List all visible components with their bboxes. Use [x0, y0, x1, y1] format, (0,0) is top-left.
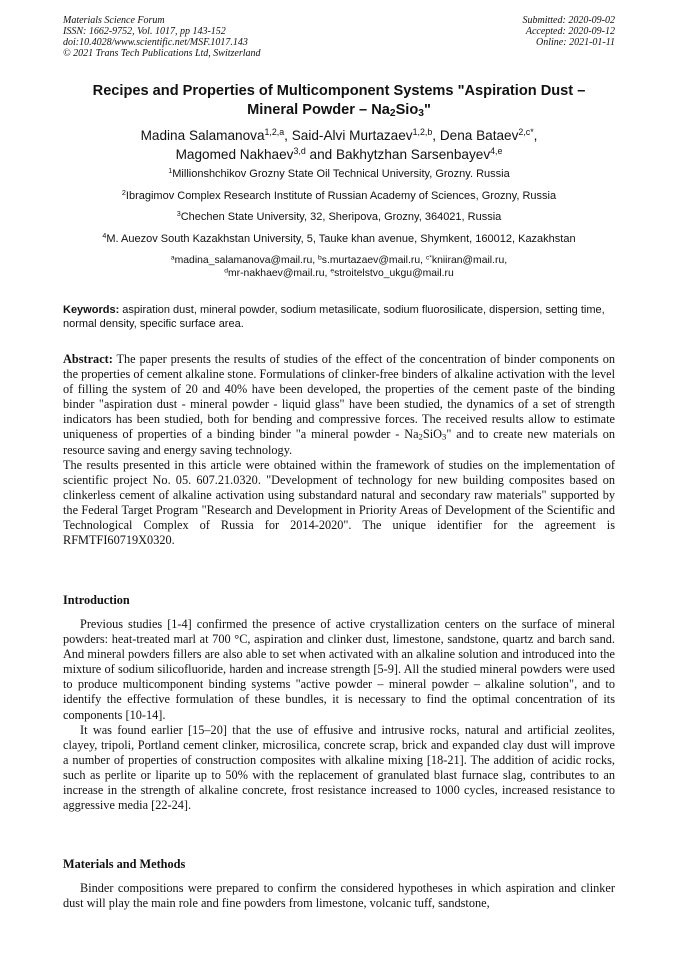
author-line-2: Magomed Nakhaev$^{3,d}$ and Bakhytzhan Sarsenbayev$^{4,e}$: [175, 146, 503, 162]
keywords-text: aspiration dust, mineral powder, sodium metasilicate, sodium fluorosilicate, dispersion, setting time, normal density, specific surface area.: [63, 304, 605, 330]
affiliation-2: $^2$Ibragimov Complex Research Institute of Russian Academy of Sciences, Grozny, Russia: [121, 189, 557, 202]
doi-line: doi:10.4028/www.scientific.net/MSF.1017.143: [63, 37, 248, 48]
methods-heading: Materials and Methods: [63, 857, 186, 871]
issn-line: ISSN: 1662-9752, Vol. 1017, pp 143-152: [63, 26, 226, 37]
email-line-2: $^d$mr-nakhaev@mail.ru, $^e$stroitelstvo_ukgu@mail.ru: [224, 267, 454, 279]
journal-name: Materials Science Forum: [63, 15, 165, 26]
abstract-paragraph-2: The results presented in this article were obtained within the framework of studies on the implementation of scientific project No. 05. 607.21.0320. "Development of technology for new building composites based on clinkerless cement of alkaline activation using substandard natural and secondary raw materials" supported by the Federal Target Program "Research and Development in Priority Areas of Development of the Scientific and Technological Complex of Russia for 2014-2020". The unique identifier for the agreement is RFMTFI60719X0320.: [63, 457, 615, 548]
author-name: Bakhytzhan Sarsenbayev: [335, 147, 491, 162]
submitted-date: Submitted: 2020-09-02: [522, 15, 615, 26]
abstract-label: Abstract:: [63, 352, 113, 366]
title-line-2: Mineral Powder – $Na_2Sio_3$": [247, 102, 431, 120]
accepted-date: Accepted: 2020-09-12: [525, 26, 615, 37]
introduction-paragraph-2: It was found earlier [15–20] that the use of effusive and intrusive rocks, natural and artificial zeolites, clayey, tripoli, Portland cement clinker, microsilica, concrete scrap, brick and expanded clay dust will improve a number of properties of construction composites with alkaline mixing [18-21]. The addition of acidic rocks, such as perlite or liparite up to 50% with the replacement of granulated blast furnace slag, contributes to an increase in the strength of alkaline concrete, frost resistance increased to 1000 cycles, increased resistance to aggressive media [22-24].: [63, 722, 615, 813]
email-address: kniiran@mail.ru,: [431, 255, 508, 266]
paper-title: [63, 82, 615, 120]
online-date: Online: 2021-01-11: [536, 37, 615, 48]
author-list: [63, 126, 615, 164]
affiliation-4: $^4$M. Auezov South Kazakhstan University, 5, Tauke khan avenue, Shymkent, 160012, Kazakhstan: [102, 232, 576, 245]
journal-header: [63, 15, 261, 59]
affiliation-3: $^3$Chechen State University, 32, Sheripova, Grozny, 364021, Russia: [176, 210, 502, 223]
email-line-1: $^a$madina_salamanova@mail.ru, $^b$s.murtazaev@mail.ru, $^{c*}$kniiran@mail.ru,: [170, 254, 508, 266]
email-address: s.murtazaev@mail.ru,: [321, 255, 426, 266]
author-line-1: Madina Salamanova$^{1,2,a}$, Said-Alvi Murtazaev$^{1,2,b}$, Dena Bataev$^{2,c*}$,: [140, 127, 538, 143]
email-address: madina_salamanova@mail.ru,: [174, 255, 319, 266]
keywords-label: Keywords:: [63, 304, 120, 316]
introduction-paragraph-1: Previous studies [1-4] confirmed the presence of active crystallization centers on the surface of mineral powders: heat-treated marl at 700 °C, aspiration and clinker dust, limestone, sandstone, quartz and barch sand. And mineral powders fillers are also able to set when activated with an alkaline solution and introduced into the mixture of sodium silicofluoride, harden and increase strength [5-9]. All the studied mineral powders were used to produce multicomponent binding systems "active powder – mineral powder – alkaline solution", and to identify the effective formulation of these bundles, it is necessary to find the optimal concentration of its components [10-14].: [63, 617, 615, 722]
copyright-line: © 2021 Trans Tech Publications Ltd, Switzerland: [63, 48, 261, 59]
author-name: Magomed Nakhaev: [175, 147, 294, 162]
email-address: stroitelstvo_ukgu@mail.ru: [334, 268, 454, 279]
affiliation-1: $^1$Millionshchikov Grozny State Oil Technical University, Grozny. Russia: [168, 167, 510, 180]
introduction-body: [63, 617, 615, 813]
title-line-1: Recipes and Properties of Multicomponent Systems "Aspiration Dust –: [92, 83, 586, 99]
methods-body: [63, 881, 615, 911]
introduction-heading: Introduction: [63, 593, 130, 607]
author-name: Dena Bataev: [439, 128, 519, 143]
abstract: [63, 352, 615, 548]
author-name: Said-Alvi Murtazaev: [291, 128, 413, 143]
author-name: Madina Salamanova: [140, 128, 265, 143]
email-address: mr-nakhaev@mail.ru,: [227, 268, 331, 279]
keywords: [63, 303, 615, 331]
dates-header: [523, 15, 616, 48]
methods-paragraph-1: Binder compositions were prepared to confirm the considered hypotheses in which aspiration and clinker dust will play the main role and fine powders from limestone, volcanic tuff, sandstone,: [63, 881, 615, 911]
email-list: [63, 254, 615, 280]
abstract-paragraph-1: Abstract: The paper presents the results of studies of the effect of the concentration of binder components on the properties of cement alkaline stone. Formulations of clinker-free binders of alkaline activation with the level of filling the system of 20 and 40% have been developed, the properties of the cement paste of the binding binder "aspiration dust - mineral powder - liquid glass" have been studied, the dynamics of a set of strength indicators has been studied, both for bending and compressive forces. The received results allow to estimate uniqueness of properties of a binding binder "a mineral powder - $Na_2SiO_3$" and to create new materials on resource saving and energy saving technology.: [63, 352, 615, 457]
